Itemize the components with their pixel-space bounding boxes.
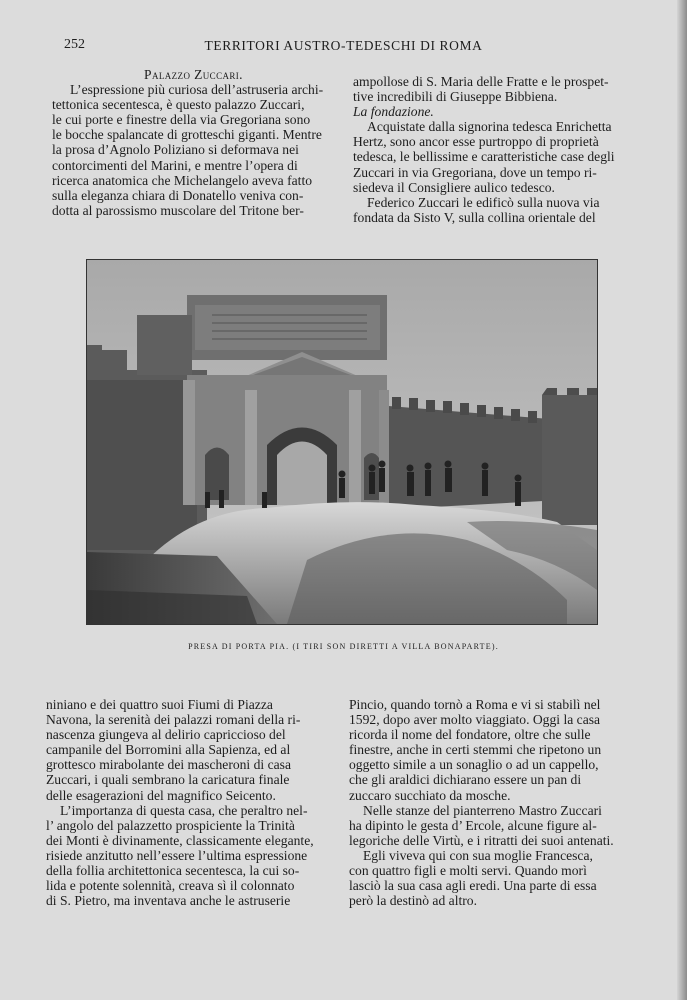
text-line: legoriche delle Virtù, e i ritratti dei suoi antenati. bbox=[349, 832, 614, 848]
text-line: di S. Pietro, ma inventava anche le astruserie bbox=[46, 893, 291, 909]
text-line: grottesco mirabolante dei mascheroni di casa bbox=[46, 757, 291, 773]
text-line: delle esagerazioni del magnifico Seicento. bbox=[46, 787, 276, 803]
text-line: oggetto simile a un sonaglio o ad un cappello, bbox=[349, 757, 599, 773]
text-line: tedesca, le bellissime e caratteristiche case degli bbox=[353, 149, 615, 165]
text-line: nascenza giungeva al delirio capriccioso del bbox=[46, 727, 286, 743]
text-line: ampollose di S. Maria delle Fratte e le prospet- bbox=[353, 74, 609, 89]
text-line: finestre, anche in certi stemmi che ripetono un bbox=[349, 742, 602, 758]
text-line: L’importanza di questa casa, che peraltro nel- bbox=[60, 802, 308, 818]
column-top-right bbox=[353, 74, 637, 225]
text-line: campanile del Borromini alla Sapienza, ed al bbox=[46, 742, 291, 758]
text-line: Zuccari in via Gregoriana, dove un tempo ri- bbox=[353, 164, 597, 180]
text-line: l’ angolo del palazzetto prospiciente la Trinità bbox=[46, 817, 295, 833]
text-line: lida e potente solennità, creava sì il colonnato bbox=[46, 878, 295, 894]
text-line: dotta al parossismo muscolare del Tritone ber- bbox=[52, 202, 304, 218]
text-line: ricerca anatomica che Michelangelo aveva fatto bbox=[52, 172, 313, 188]
text-line: Nelle stanze del pianterreno Mastro Zuccari bbox=[363, 802, 602, 818]
text-line: con quattro figli e molti servi. Quando morì bbox=[349, 863, 587, 879]
text-line: niniano e dei quattro suoi Fiumi di Piazza bbox=[46, 697, 273, 712]
text-line: Acquistate dalla signorina tedesca Enrichetta bbox=[367, 119, 612, 135]
column-top-left bbox=[52, 67, 335, 218]
text-line: zuccaro succhiato da mosche. bbox=[349, 787, 511, 803]
text-line: siedeva il Consigliere aulico tedesco. bbox=[353, 179, 555, 195]
page-edge-shadow bbox=[677, 0, 687, 1000]
text-line: la prosa d’Agnolo Poliziano si deformava nei bbox=[52, 142, 299, 158]
text-line: ricorda il nome del fondatore, oltre che sulle bbox=[349, 727, 591, 743]
text-line: le bocche spalancate di grotteschi giganti. Mentre bbox=[52, 127, 322, 143]
text-line: dei Monti è divinamente, classicamente elegante, bbox=[46, 832, 314, 848]
text-line: Egli viveva qui con sua moglie Francesca, bbox=[363, 847, 593, 863]
text-line: Federico Zuccari le edificò sulla nuova via bbox=[367, 194, 600, 210]
section-title: Palazzo Zuccari. bbox=[144, 67, 243, 82]
text-line: le cui porte e finestre della via Gregoriana sono bbox=[52, 112, 311, 128]
subheading: La fondazione. bbox=[353, 104, 434, 120]
figure-caption: PRESA DI PORTA PIA. (I TIRI SON DIRETTI A VILLA BONAPARTE). bbox=[188, 642, 499, 651]
photo-porta-pia bbox=[86, 259, 598, 625]
text-line: fondata da Sisto V, sulla collina orientale del bbox=[353, 209, 596, 225]
text-line: della follia architettonica secentesca, la cui so- bbox=[46, 863, 300, 879]
text-line: contorcimenti del Marini, e mentre l’opera di bbox=[52, 157, 298, 173]
text-line: lasciò la sua casa agli eredi. Una parte di essa bbox=[349, 878, 597, 894]
page-number: 252 bbox=[64, 37, 85, 52]
text-line: 1592, dopo aver molto viaggiato. Oggi la casa bbox=[349, 712, 601, 728]
text-line: Navona, la serenità dei palazzi romani della ri- bbox=[46, 712, 301, 728]
text-line: L’espressione più curiosa dell’astruseria archi- bbox=[70, 82, 324, 98]
column-bottom-right bbox=[349, 697, 634, 908]
column-bottom-left bbox=[46, 697, 331, 908]
text-line: che gli araldici dichiarano essere un pan di bbox=[349, 772, 582, 788]
text-line: però la destinò ad altro. bbox=[349, 893, 477, 909]
text-line: Pincio, quando tornò a Roma e vi si stabilì nel bbox=[349, 697, 601, 712]
running-title: TERRITORI AUSTRO-TEDESCHI DI ROMA bbox=[204, 38, 483, 53]
text-line: tive incredibili di Giuseppe Bibbiena. bbox=[353, 89, 558, 105]
text-line: Zuccari, i quali sembrano la caricatura finale bbox=[46, 772, 290, 788]
text-line: sulla eleganza chiara di Donatello veniva con- bbox=[52, 187, 304, 203]
text-line: ha dipinto le gesta d’ Ercole, alcune figure al- bbox=[349, 817, 597, 833]
text-line: tettonica secentesca, è questo palazzo Zuccari, bbox=[52, 97, 305, 113]
text-line: Hertz, sono ancor esse purtroppo di proprietà bbox=[353, 134, 599, 150]
text-line: risiede anzitutto nell’essere l’ultima espressione bbox=[46, 847, 308, 863]
text-block bbox=[52, 82, 335, 218]
